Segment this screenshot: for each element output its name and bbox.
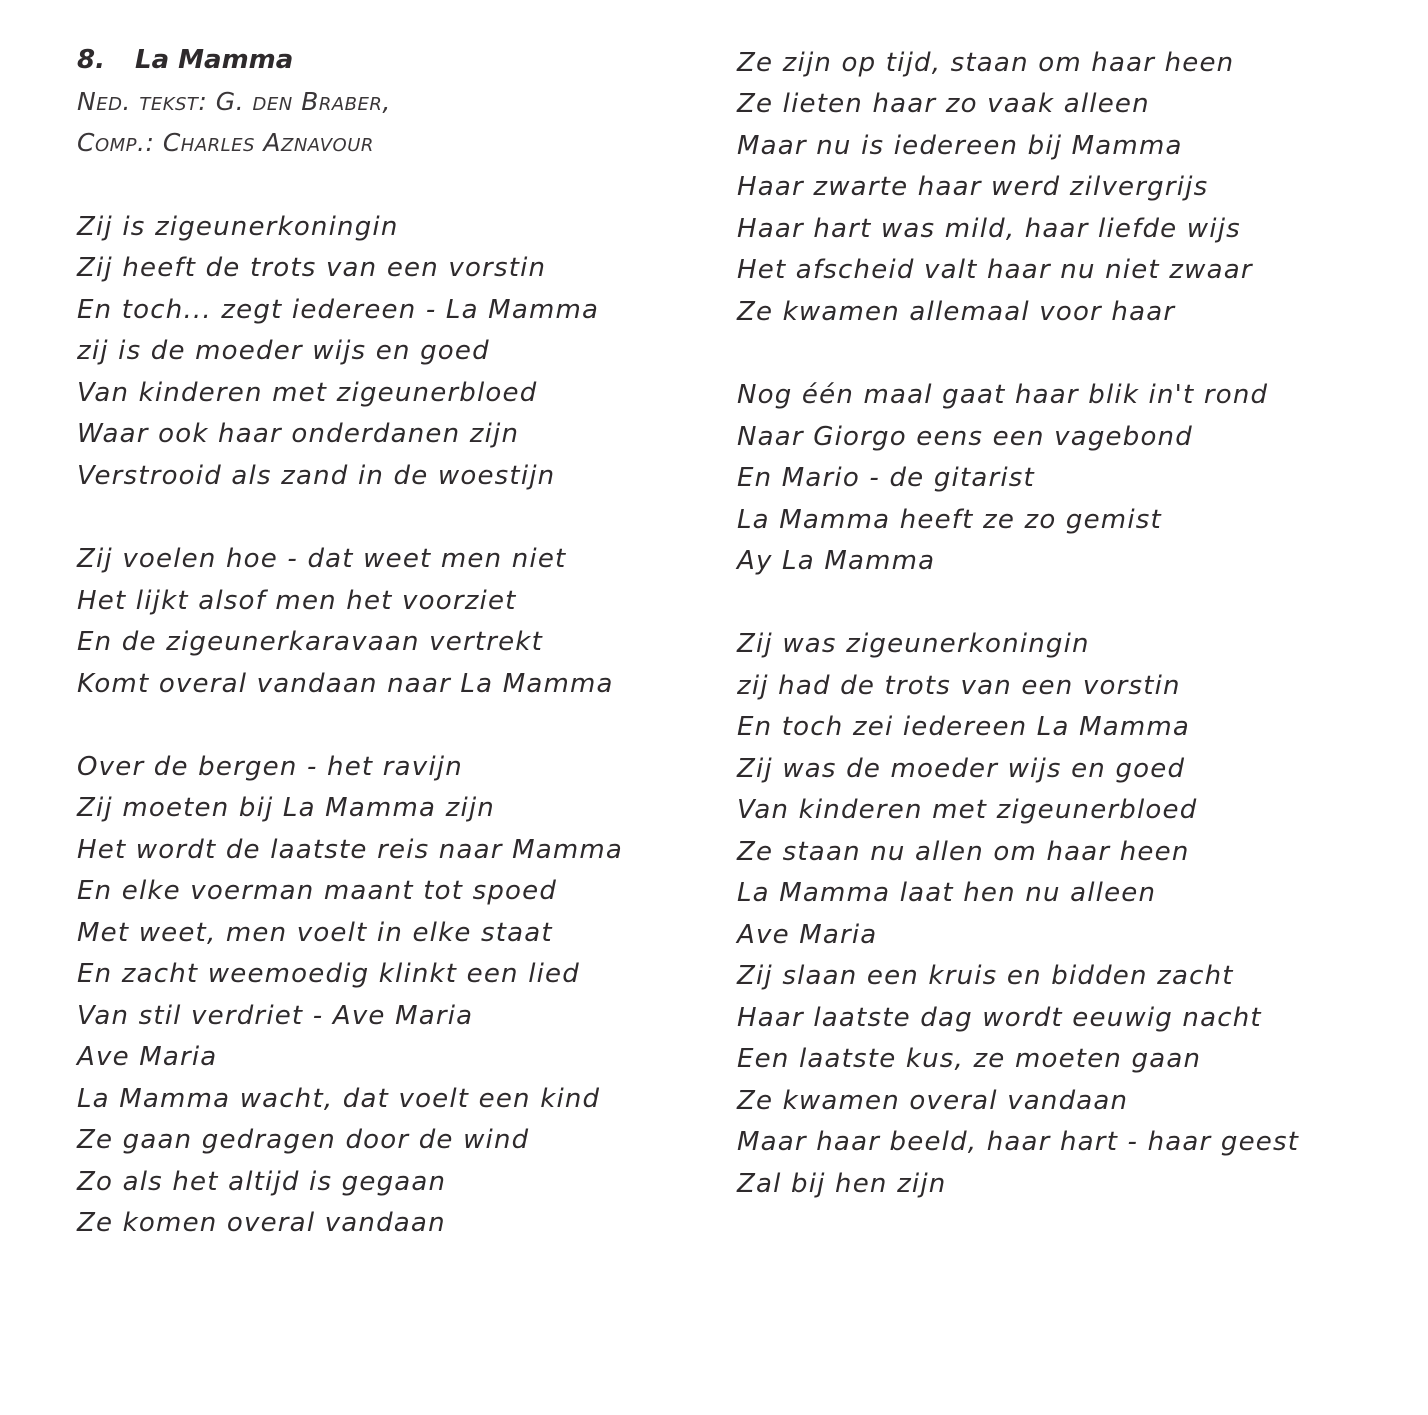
lyric-line: La Mamma laat hen nu alleen [737, 878, 1157, 908]
lyric-line: Met weet, men voelt in elke staat [77, 918, 553, 948]
lyric-line: zij is de moeder wijs en goed [77, 336, 490, 366]
lyric-line: Zij voelen hoe - dat weet men niet [77, 544, 567, 574]
lyric-line: Zij heeft de trots van een vorstin [77, 253, 547, 283]
lyric-line: En de zigeunerkaravaan vertrekt [77, 627, 543, 657]
lyric-line: Ze kwamen allemaal voor haar [737, 297, 1176, 327]
lyric-line: Ze staan nu allen om haar heen [737, 837, 1190, 867]
song-number: 8. [77, 45, 105, 75]
lyric-line: Zij is zigeunerkoningin [77, 212, 399, 242]
lyric-line: Het lijkt alsof men het voorziet [77, 586, 517, 616]
lyric-line: En toch zei iedereen La Mamma [737, 712, 1191, 742]
lyric-line: Haar hart was mild, haar liefde wijs [737, 214, 1241, 244]
lyric-line: En zacht weemoedig klinkt een lied [77, 959, 580, 989]
song-title: La Mamma [135, 45, 294, 75]
lyric-line: Zij was zigeunerkoningin [737, 629, 1090, 659]
lyric-line: Ze kwamen overal vandaan [737, 1086, 1129, 1116]
lyric-line: En toch... zegt iedereen - La Mamma [77, 295, 600, 325]
lyric-line: Naar Giorgo eens een vagebond [737, 422, 1193, 452]
lyric-line: Komt overal vandaan naar La Mamma [77, 669, 614, 699]
lyric-line: En Mario - de gitarist [737, 463, 1035, 493]
lyric-line: Verstrooid als zand in de woestijn [77, 461, 556, 491]
lyric-line: Van kinderen met zigeunerbloed [737, 795, 1198, 825]
lyric-line: zij had de trots van een vorstin [737, 671, 1181, 701]
lyric-line: Haar laatste dag wordt eeuwig nacht [737, 1003, 1262, 1033]
lyric-line: Ave Maria [77, 1042, 218, 1072]
lyricist-credit: Ned. tekst: G. den Braber, [77, 87, 391, 116]
lyric-line: La Mamma heeft ze zo gemist [737, 505, 1162, 535]
lyric-line: Nog één maal gaat haar blik in't rond [737, 380, 1269, 410]
lyric-line: En elke voerman maant tot spoed [77, 876, 558, 906]
composer-credit: Comp.: Charles Aznavour [77, 128, 374, 157]
lyric-line: Ze zijn op tijd, staan om haar heen [737, 48, 1235, 78]
lyric-line: Ze komen overal vandaan [77, 1208, 446, 1238]
lyric-line: Ave Maria [737, 920, 878, 950]
lyric-line: Het wordt de laatste reis naar Mamma [77, 835, 624, 865]
lyric-line: Ze lieten haar zo vaak alleen [737, 89, 1150, 119]
lyric-line: Zal bij hen zijn [737, 1169, 947, 1199]
lyric-line: Het afscheid valt haar nu niet zwaar [737, 255, 1253, 285]
lyric-line: Maar haar beeld, haar hart - haar geest [737, 1127, 1300, 1157]
song-heading [77, 42, 293, 78]
lyric-line: Een laatste kus, ze moeten gaan [737, 1044, 1202, 1074]
lyric-line: Van kinderen met zigeunerbloed [77, 378, 538, 408]
lyric-line: Over de bergen - het ravijn [77, 752, 463, 782]
lyric-line: Haar zwarte haar werd zilvergrijs [737, 172, 1209, 202]
lyric-line: Zij slaan een kruis en bidden zacht [737, 961, 1234, 991]
lyric-line: Zij moeten bij La Mamma zijn [77, 793, 495, 823]
lyric-line: Ay La Mamma [737, 546, 936, 576]
lyric-line: La Mamma wacht, dat voelt een kind [77, 1084, 601, 1114]
lyric-line: Waar ook haar onderdanen zijn [77, 419, 520, 449]
lyric-line: Ze gaan gedragen door de wind [77, 1125, 530, 1155]
lyric-line: Maar nu is iedereen bij Mamma [737, 131, 1183, 161]
lyric-line: Zo als het altijd is gegaan [77, 1167, 447, 1197]
lyric-line: Zij was de moeder wijs en goed [737, 754, 1186, 784]
lyric-line: Van stil verdriet - Ave Maria [77, 1001, 474, 1031]
